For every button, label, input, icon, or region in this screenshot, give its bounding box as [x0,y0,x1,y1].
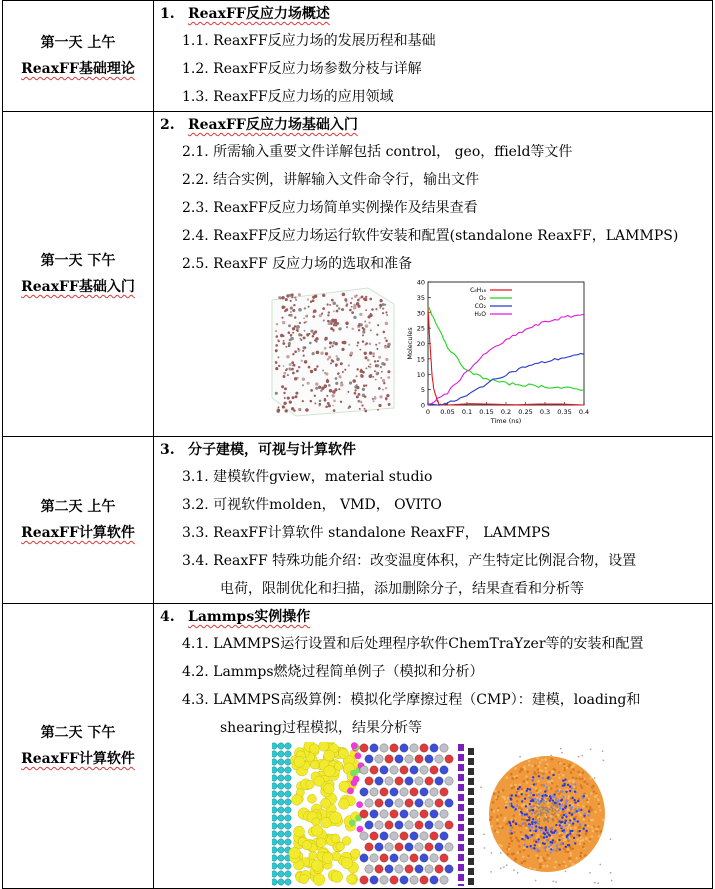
x-tick-label: 0.35 [557,408,572,416]
molecule-count-chart [404,278,604,424]
section-heading: 3. 分子建模，可视与计算软件 [160,442,356,458]
x-tick-label: 0.2 [500,408,512,416]
list-item: 2.5. ReaxFF 反应力场的选取和准备 [182,256,413,272]
legend-label: O₂ [478,295,486,302]
list-item-continuation: 电荷，限制优化和扫描，添加删除分子，结果查看和分析等 [220,581,584,597]
figure-row [160,742,712,888]
list-item: 4.2. Lammps燃烧过程简单例子（模拟和分析） [182,664,484,680]
schedule-row [3,604,713,889]
nanoparticle-sphere-image [480,742,614,886]
list-item-continuation: shearing过程模拟，结果分析等 [220,720,422,736]
y-tick-label: 20 [416,340,425,348]
section-heading: 2. ReaxFF反应力场基础入门 [160,117,358,133]
session-topic: ReaxFF基础入门 [21,279,135,295]
list-item: 3.1. 建模软件gview，material studio [182,469,433,485]
y-tick-label: 0 [420,401,425,410]
y-tick-label: 15 [416,355,425,364]
session-time: 第一天 下午 [40,253,116,269]
session-topic: ReaxFF计算软件 [21,525,135,541]
list-item: 2.2. 结合实例，讲解输入文件命令行，输出文件 [182,172,480,188]
y-tick-label: 25 [416,324,425,333]
y-tick-label: 35 [416,293,425,302]
list-item: 1.2. ReaxFF反应力场参数分枝与详解 [182,61,422,77]
content-cell [154,1,713,112]
content-cell [154,604,713,889]
list-item: 3.3. ReaxFF计算软件 standalone ReaxFF， LAMMPS [182,525,551,541]
x-tick-label: 0 [425,408,431,416]
x-tick-label: 0.1 [461,408,473,416]
day-session-cell [3,1,154,112]
x-axis-label: Time (ns) [490,417,522,424]
list-item: 4.1. LAMMPS运行设置和后处理程序软件ChemTraYzer等的安装和配置 [182,636,644,652]
session-time: 第二天 上午 [40,499,116,515]
y-tick-label: 5 [420,386,425,395]
list-item: 3.4. ReaxFF 特殊功能介绍：改变温度体积，产生特定比例混合物，设置 [182,553,637,569]
legend-label: H₂O [474,311,486,318]
section-heading: 1. ReaxFF反应力场概述 [160,6,330,22]
section-heading: 4. Lammps实例操作 [160,609,311,625]
day-session-cell [3,437,154,604]
content-cell [154,112,713,437]
list-item: 1.1. ReaxFF反应力场的发展历程和基础 [182,33,436,49]
list-item: 2.4. ReaxFF反应力场运行软件安装和配置(standalone ReaxFF，LAMMPS) [182,228,679,244]
list-item: 2.3. ReaxFF反应力场简单实例操作及结果查看 [182,200,478,216]
day-session-cell [3,604,154,889]
schedule-table [2,0,713,889]
list-item: 4.3. LAMMPS高级算例：模拟化学摩擦过程（CMP）：建模，loading和 [182,692,641,708]
x-tick-label: 0.3 [539,408,551,416]
y-tick-label: 10 [416,370,425,379]
figure-row [160,278,712,428]
schedule-row [3,437,713,604]
schedule-row [3,112,713,437]
content-cell [154,437,713,604]
y-tick-label: 30 [416,309,425,318]
list-item: 1.3. ReaxFF反应力场的应用领域 [182,89,394,105]
session-topic: ReaxFF计算软件 [21,751,135,767]
y-axis-label: Molecules [406,327,414,360]
layered-simulation-image [272,742,478,886]
session-topic: ReaxFF基础理论 [21,61,135,77]
list-item: 3.2. 可视软件molden， VMD， OVITO [182,497,442,513]
legend-label: CO₂ [474,303,486,310]
molecule-box-image [268,280,398,420]
x-tick-label: 0.25 [518,408,533,416]
x-tick-label: 0.05 [440,408,455,416]
list-item: 2.1. 所需输入重要文件详解包括 control， geo，ffield等文件 [182,144,573,160]
session-time: 第一天 上午 [40,35,116,51]
x-tick-label: 0.4 [578,408,590,416]
x-tick-label: 0.15 [479,408,494,416]
day-session-cell [3,112,154,437]
legend-label: C₈H₁₈ [470,287,486,294]
y-tick-label: 40 [416,278,425,287]
schedule-row [3,1,713,112]
session-time: 第二天 下午 [40,725,116,741]
